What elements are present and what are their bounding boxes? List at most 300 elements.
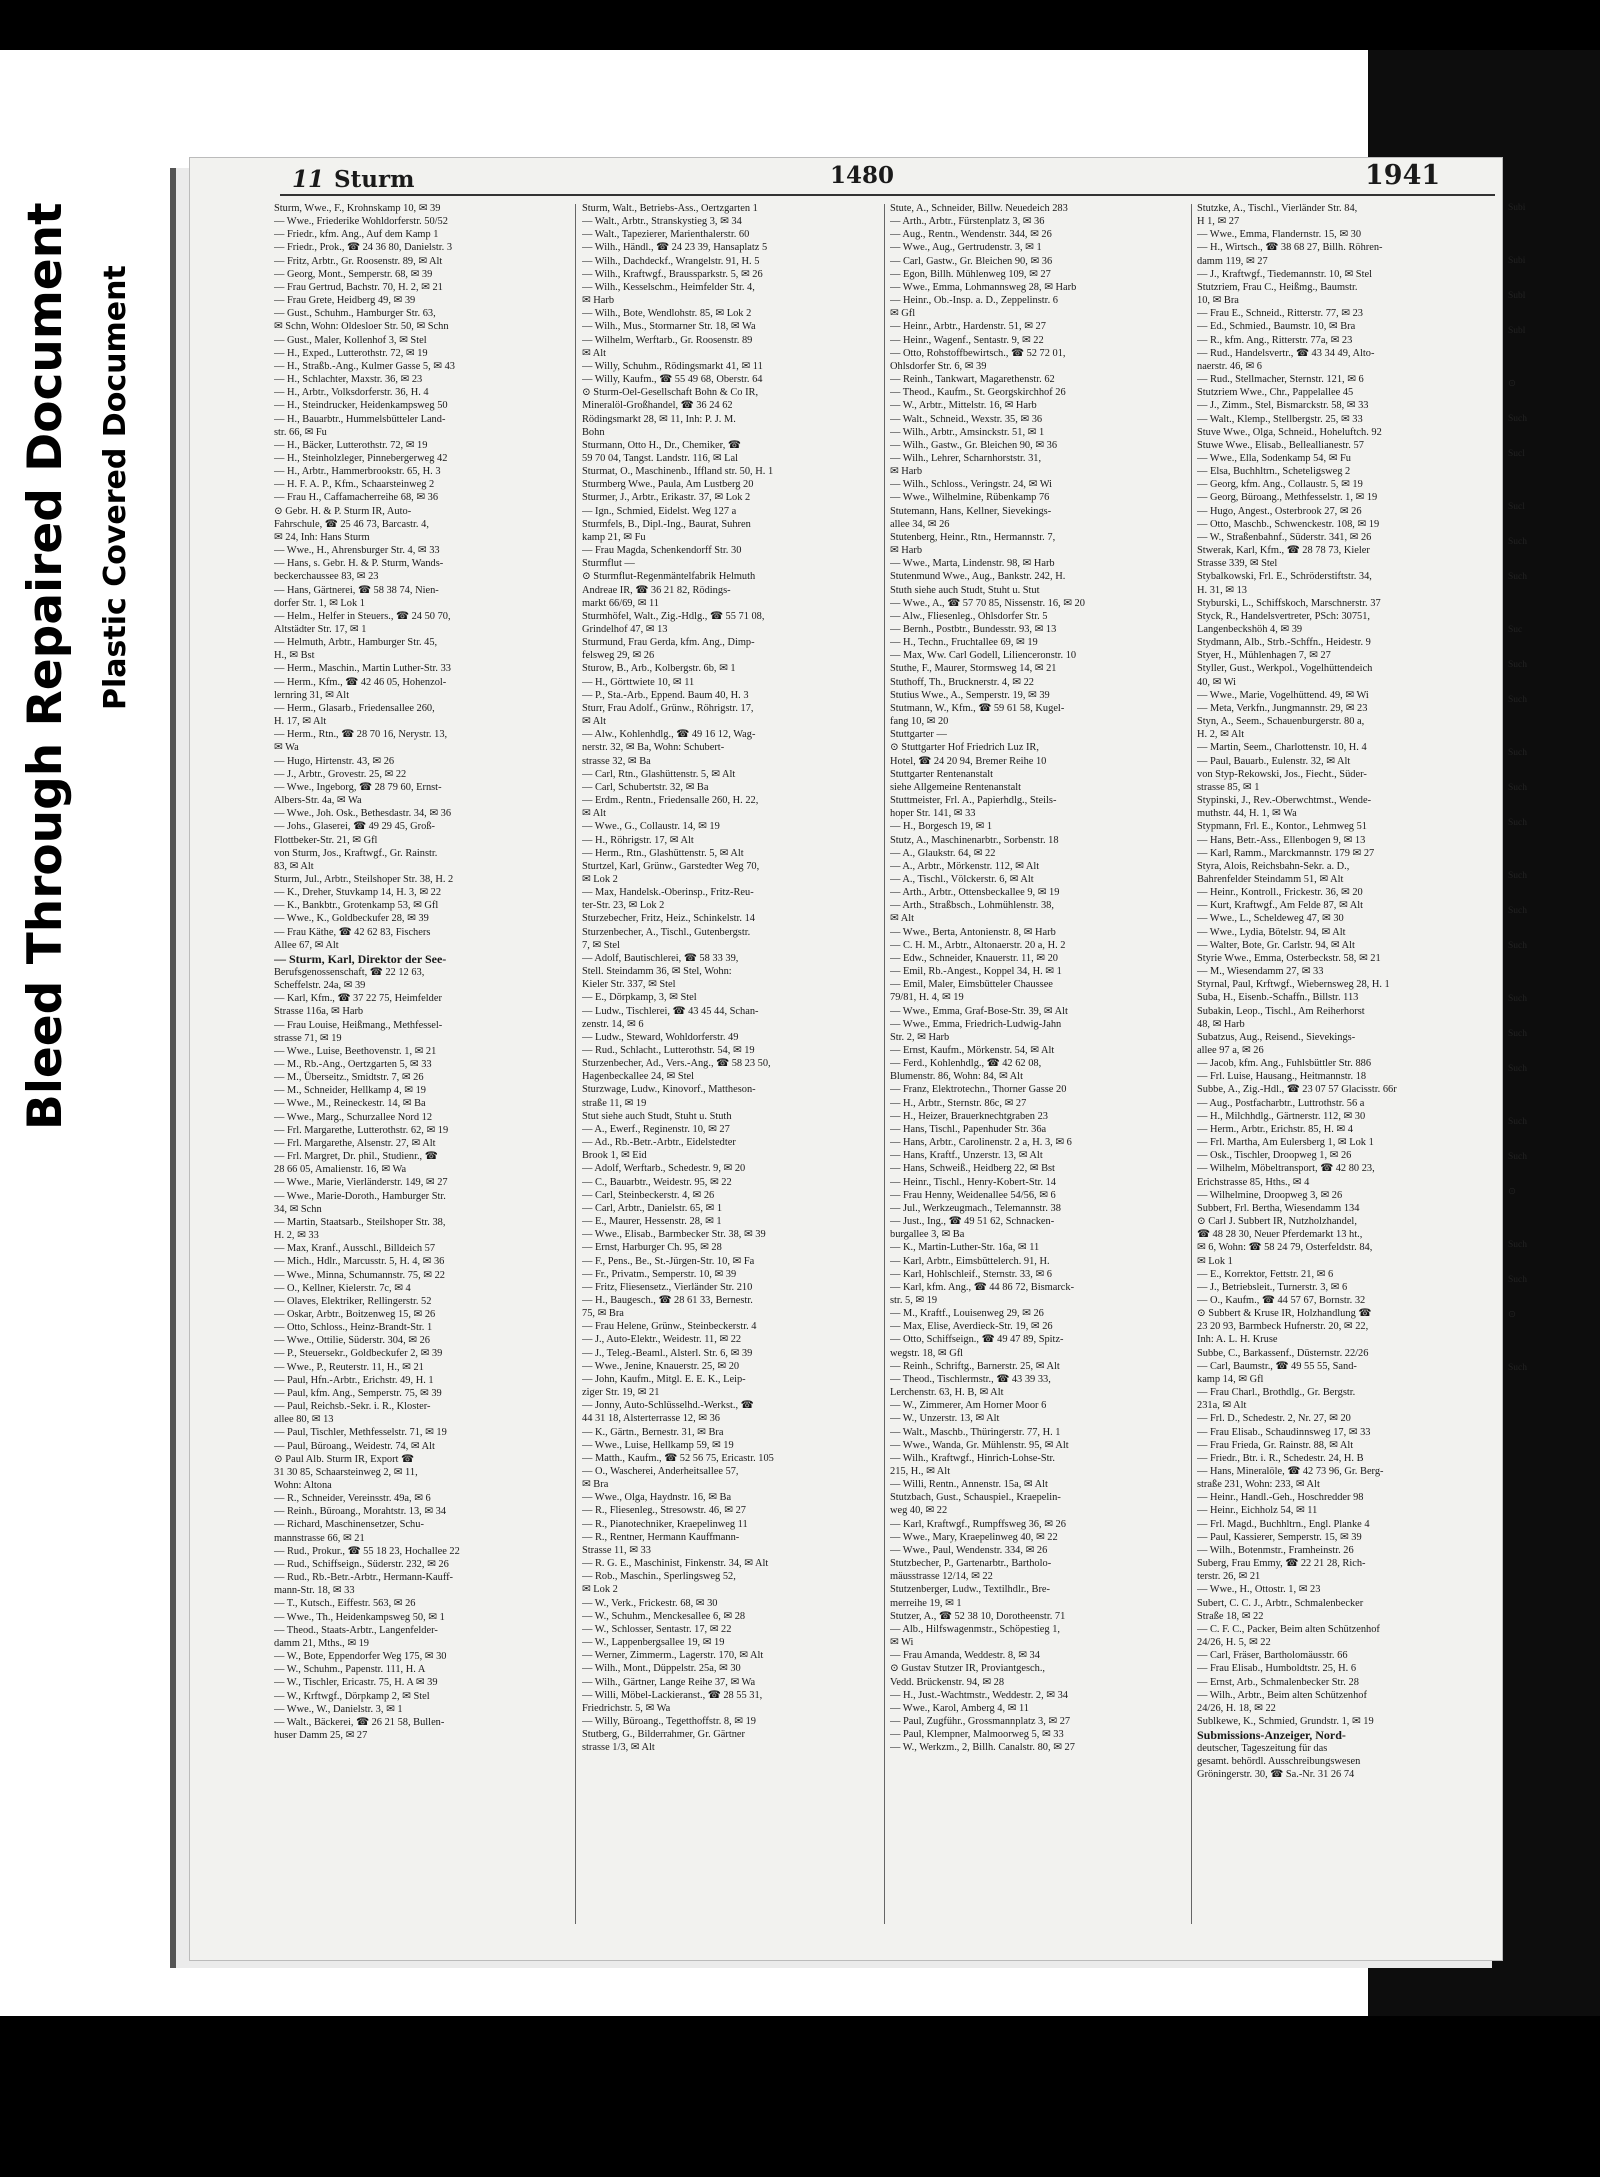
directory-entry: ✉ Harb: [890, 466, 923, 478]
directory-entry: — W., Tischler, Ericastr. 75, H. A ✉ 39: [274, 1677, 438, 1689]
directory-entry: Kieler Str. 337, ✉ Stel: [582, 979, 676, 991]
directory-entry: — J., Teleg.-Beaml., Alsterl. Str. 6, ✉ 39: [582, 1347, 753, 1359]
directory-entry: — Frau Elisab., Humboldtstr. 25, H. 6: [1197, 1663, 1357, 1675]
directory-entry: Sturm, Walt., Betriebs-Ass., Oertzgarten 1: [582, 203, 758, 214]
directory-entry: ✉ Wa: [274, 742, 299, 754]
directory-entry: Hagenbeckallee 24, ✉ Stel: [582, 1071, 694, 1083]
directory-entry: — Matth., Kaufm., ☎ 52 56 75, Ericastr. 105: [582, 1452, 774, 1464]
directory-entry: Straße 18, ✉ 22: [1197, 1610, 1264, 1622]
directory-entry: Stut siehe auch Studt, Stuht u. Stuth: [582, 1110, 732, 1122]
directory-entry: — Reinh., Büroang., Morahtstr. 13, ✉ 34: [274, 1506, 447, 1518]
directory-entry: ☎ 48 28 30, Neuer Pferdemarkt 13 ht.,: [1197, 1229, 1363, 1241]
directory-entry: Lerchenstr. 63, H. B, ✉ Alt: [890, 1387, 1004, 1399]
scan-top-border: [0, 0, 1600, 50]
directory-entry: — Wwe., Emma, Flandernstr. 15, ✉ 30: [1197, 229, 1362, 241]
directory-entry: damm 119, ✉ 27: [1197, 255, 1268, 267]
directory-entry: — Carl, Arbtr., Danielstr. 65, ✉ 1: [582, 1202, 723, 1214]
directory-entry: — Paul, Hfn.-Arbtr., Erichstr. 49, H. 1: [274, 1374, 434, 1386]
directory-entry: — Paul, Zugführ., Grossmannplatz 3, ✉ 27: [890, 1715, 1071, 1727]
directory-entry: ziger Str. 19, ✉ 21: [582, 1387, 660, 1399]
directory-entry: — Wilh., Kraftwgf., Hinrich-Lohse-Str.: [890, 1452, 1056, 1464]
directory-column-3: [890, 202, 1188, 1924]
header-rule: [280, 194, 1495, 196]
directory-entry: deutscher, Tageszeitung für das: [1197, 1743, 1328, 1755]
directory-entry: — Rud., Rb.-Betr.-Arbtr., Hermann-Kauff-: [274, 1572, 454, 1584]
directory-entry: Stydmann, Alb., Strb.-Schffn., Heidestr. 9: [1197, 637, 1371, 649]
directory-entry: — M., Schneider, Hellkamp 4, ✉ 19: [274, 1085, 427, 1097]
directory-entry: — Just., Ing., ☎ 49 51 62, Schnacken-: [890, 1216, 1055, 1228]
directory-entry: Stutz, A., Maschinenarbtr., Sorbenstr. 18: [890, 834, 1059, 846]
directory-entry: — Wwe., Lydia, Bötelstr. 94, ✉ Alt: [1197, 926, 1346, 938]
directory-entry: — Wwe., K., Goldbeckufer 28, ✉ 39: [274, 913, 429, 925]
directory-entry: merreihe 19, ✉ 1: [890, 1597, 962, 1609]
directory-entry: — Wwe., Ella, Sodenkamp 54, ✉ Fu: [1197, 452, 1351, 464]
directory-entry: — W., Schuhm., Papenstr. 111, H. A: [274, 1664, 426, 1676]
directory-entry: nerstr. 32, ✉ Ba, Wohn: Schubert-: [582, 742, 725, 754]
directory-entry: Stutemann, Hans, Kellner, Sievekings-: [890, 505, 1052, 517]
directory-entry: — Wwe., Marie, Vogelhüttend. 49, ✉ Wi: [1197, 689, 1369, 701]
directory-entry: Andreae IR, ☎ 36 21 82, Rödings-: [582, 584, 731, 596]
page-year: 1941: [1365, 160, 1441, 191]
directory-entry: — O., Kaufm., ☎ 44 57 67, Bornstr. 32: [1197, 1294, 1366, 1306]
directory-entry: kamp 21, ✉ Fu: [582, 531, 646, 543]
directory-entry: Stypmann, Frl. E., Kontor., Lehmweg 51: [1197, 821, 1367, 833]
directory-entry: Stutmann, W., Kfm., ☎ 59 61 58, Kugel-: [890, 702, 1065, 714]
directory-entry: Bohn: [582, 426, 605, 438]
directory-entry: — Reinh., Tankwart, Magarethenstr. 62: [890, 374, 1055, 386]
directory-entry: wegstr. 18, ✉ Gfl: [890, 1347, 964, 1359]
directory-entry: — R., Schneider, Vereinsstr. 49a, ✉ 6: [274, 1493, 431, 1505]
directory-entry: — Wilh., Bote, Wendlohstr. 85, ✉ Lok 2: [582, 308, 752, 320]
directory-entry: — F., Pens., Be., St.-Jürgen-Str. 10, ✉ Fa: [582, 1255, 755, 1267]
directory-entry: — Egon, Billh. Mühlenweg 109, ✉ 27: [890, 268, 1051, 280]
directory-entry: Sturmflut —: [582, 558, 635, 570]
directory-entry: — Frau Louise, Heißmang., Methfessel-: [274, 1019, 443, 1031]
directory-entry: — R., Fliesenleg., Stresowstr. 46, ✉ 27: [582, 1505, 746, 1517]
edge-fragment: Such: [1508, 695, 1527, 705]
directory-entry: — Wilh., Botenmstr., Framheinstr. 26: [1197, 1544, 1354, 1556]
directory-entry: — Hugo, Angest., Osterbrook 27, ✉ 26: [1197, 505, 1362, 517]
directory-column-4: [1197, 202, 1495, 1924]
directory-entry: — Heinr., Arbtr., Hardenstr. 51, ✉ 27: [890, 321, 1046, 333]
directory-column-1: [274, 202, 572, 1924]
edge-fragment: Such: [1508, 1240, 1527, 1250]
directory-entry: Stutenmund Wwe., Aug., Bankstr. 242, H.: [890, 571, 1066, 583]
directory-entry: — Arth., Arbtr., Fürstenplatz 3, ✉ 36: [890, 216, 1045, 228]
directory-entry: — Frl. D., Schedestr. 2, Nr. 27, ✉ 20: [1197, 1413, 1351, 1425]
directory-entry: ⊙ Paul Alb. Sturm IR, Export ☎: [274, 1453, 414, 1465]
directory-entry: — H. F. A. P., Kfm., Schaarsteinweg 2: [274, 479, 435, 491]
directory-entry: — H., Arbtr., Hammerbrookstr. 65, H. 3: [274, 466, 441, 478]
directory-entry: — Hans, Kraftf., Unzerstr. 13, ✉ Alt: [890, 1150, 1043, 1162]
edge-fragment: Subl: [1508, 291, 1526, 301]
scan-bottom-border: [0, 2016, 1600, 2177]
directory-entry: Sturzwage, Ludw., Kinovorf., Mattheson-: [582, 1084, 756, 1096]
directory-entry: — Wilh., Lehrer, Scharnhorststr. 31,: [890, 452, 1042, 464]
directory-entry: — Willy, Kaufm., ☎ 55 49 68, Oberstr. 64: [582, 374, 763, 386]
directory-entry: — Meta, Verkfn., Jungmannstr. 29, ✉ 23: [1197, 702, 1368, 714]
directory-entry: allee 80, ✉ 13: [274, 1414, 334, 1426]
directory-entry: — H., Exped., Lutterothstr. 72, ✉ 19: [274, 347, 428, 359]
directory-entry: Sturtzel, Karl, Grünw., Garstedter Weg 70,: [582, 860, 760, 872]
directory-entry: — Wilh., Arbtr., Beim alten Schützenhof: [1197, 1689, 1367, 1701]
directory-entry: — Arth., Arbtr., Ottensbeckallee 9, ✉ 19: [890, 887, 1060, 899]
directory-entry: — Frl. Luise, Hausang., Heitmannstr. 18: [1197, 1071, 1367, 1083]
directory-entry: — Wwe., Luise, Hellkamp 59, ✉ 19: [582, 1439, 734, 1451]
directory-entry: — W., Bote, Eppendorfer Weg 175, ✉ 30: [274, 1651, 447, 1663]
directory-entry: Submissions-Anzeiger, Nord-: [1197, 1728, 1346, 1743]
directory-entry: — W., Unzerstr. 13, ✉ Alt: [890, 1413, 1000, 1425]
directory-entry: — H., Techn., Fruchtallee 69, ✉ 19: [890, 637, 1038, 649]
directory-entry: str. 5, ✉ 19: [890, 1294, 938, 1306]
directory-entry: — A., Arbtr., Mörkenstr. 112, ✉ Alt: [890, 860, 1040, 872]
directory-entry: — Wwe., M., Reineckestr. 14, ✉ Ba: [274, 1098, 426, 1110]
directory-entry: — Ad., Rb.-Betr.-Arbtr., Eidelstedter: [582, 1137, 736, 1149]
directory-entry: — Frl. Magd., Buchhltrn., Engl. Planke 4: [1197, 1518, 1370, 1530]
directory-entry: — Hans, Betr.-Ass., Ellenbogen 9, ✉ 13: [1197, 834, 1366, 846]
directory-entry: Altstädter Str. 17, ✉ 1: [274, 624, 367, 635]
directory-entry: — Ernst, Kaufm., Mörkenstr. 54, ✉ Alt: [890, 1045, 1055, 1056]
edge-fragment: Suc: [1508, 625, 1523, 635]
directory-entry: beckerchaussee 83, ✉ 23: [274, 571, 379, 583]
directory-entry: — Karl, Ramm., Marckmannstr. 179 ✉ 27: [1197, 847, 1375, 859]
directory-entry: — Ludw., Tischlerei, ☎ 43 45 44, Schan-: [582, 1005, 759, 1017]
directory-entry: — Richard, Maschinensetzer, Schu-: [274, 1519, 424, 1531]
directory-entry: — Wwe., Paul, Wendenstr. 334, ✉ 26: [890, 1544, 1048, 1556]
directory-entry: Styck, R., Handelsvertreter, PSch: 30751,: [1197, 610, 1371, 622]
directory-entry: — H., Bauarbtr., Hummelsbütteler Land-: [274, 413, 446, 425]
directory-entry: — Walt., Arbtr., Stranskystieg 3, ✉ 34: [582, 216, 742, 228]
directory-entry: — Wwe., Jenine, Knauerstr. 25, ✉ 20: [582, 1360, 740, 1372]
directory-entry: — Oskar, Arbtr., Boitzenweg 15, ✉ 26: [274, 1308, 436, 1320]
directory-entry: — Paul, Bauarb., Eulenstr. 32, ✉ Alt: [1197, 755, 1351, 767]
directory-entry: strasse 85, ✉ 1: [1197, 781, 1260, 793]
directory-entry: — Bernh., Postbtr., Bundesstr. 93, ✉ 13: [890, 624, 1057, 635]
directory-entry: — Herm., Maschin., Martin Luther-Str. 33: [274, 663, 451, 675]
directory-entry: — Jacob, kfm. Ang., Fuhlsbüttler Str. 886: [1197, 1058, 1372, 1070]
directory-entry: — Carl, Rtn., Glashüttenstr. 5, ✉ Alt: [582, 768, 736, 780]
directory-entry: H., ✉ Bst: [274, 650, 315, 662]
directory-entry: — Wilh., Mus., Stormarner Str. 18, ✉ Wa: [582, 321, 756, 333]
directory-entry: ✉ Bra: [582, 1479, 609, 1491]
edge-fragment: Such: [1508, 941, 1527, 951]
directory-entry: — Otto, Rohstoffbewirtsch., ☎ 52 72 01,: [890, 347, 1066, 359]
directory-entry: ter-Str. 23, ✉ Lok 2: [582, 900, 665, 912]
directory-entry: Sturmhöfel, Walt., Zig.-Hdlg., ☎ 55 71 08,: [582, 610, 765, 622]
directory-entry: — Paul, Klempner, Malmoorweg 5, ✉ 33: [890, 1729, 1064, 1741]
directory-entry: — T., Kutsch., Eiffestr. 563, ✉ 26: [274, 1598, 416, 1610]
directory-entry: — Hans, Arbtr., Carolinenstr. 2 a, H. 3, ✉ 6: [890, 1137, 1072, 1149]
directory-entry: — Walt., Tapezierer, Marienthalerstr. 60: [582, 229, 750, 241]
directory-entry: — W., Zimmerer, Am Horner Moor 6: [890, 1400, 1047, 1412]
directory-entry: — Wwe., P., Reuterstr. 11, H., ✉ 21: [274, 1361, 424, 1373]
directory-entry: str. 66, ✉ Fu: [274, 426, 327, 438]
directory-entry: — J., Auto-Elektr., Weidestr. 11, ✉ 22: [582, 1334, 742, 1346]
edge-fragment: Such: [1508, 748, 1527, 758]
directory-entry: — Theod., Tischlermstr., ☎ 43 39 33,: [890, 1373, 1051, 1385]
directory-entry: Brook 1, ✉ Eid: [582, 1150, 647, 1162]
directory-entry: Stell. Steindamm 36, ✉ Stel, Wohn:: [582, 966, 732, 978]
column-divider: [884, 204, 885, 1924]
column-divider: [1191, 204, 1192, 1924]
directory-entry: burgallee 3, ✉ Ba: [890, 1229, 965, 1241]
directory-entry: Scheffelstr. 24a, ✉ 39: [274, 980, 366, 992]
directory-entry: — Frl. Margret, Dr. phil., Studienr., ☎: [274, 1151, 438, 1163]
directory-entry: — Georg, kfm. Ang., Collaustr. 5, ✉ 19: [1197, 479, 1363, 491]
directory-entry: — W., Lappenbergsallee 19, ✉ 19: [582, 1637, 725, 1649]
directory-entry: — H., Steinholzleger, Pinnebergerweg 42: [274, 452, 448, 464]
directory-entry: — Heinr., Handl.-Geh., Hoschredder 98: [1197, 1492, 1364, 1504]
directory-entry: — Frau Gertrud, Bachstr. 70, H. 2, ✉ 21: [274, 281, 443, 293]
directory-entry: Sturzebecher, Fritz, Heiz., Schinkelstr. 14: [582, 913, 756, 925]
directory-entry: weg 40, ✉ 22: [890, 1505, 948, 1517]
directory-entry: — Wwe., A., ☎ 57 70 85, Nissenstr. 16, ✉ 20: [890, 597, 1085, 609]
directory-entry: — Max, Elise, Averdieck-Str. 19, ✉ 26: [890, 1321, 1053, 1333]
edge-fragment: Such: [1508, 537, 1527, 547]
directory-entry: — Heinr., Eichholz 54, ✉ 11: [1197, 1505, 1318, 1517]
edge-fragment: Such: [1508, 1152, 1527, 1162]
plastic-covered-label: Plastic Covered Document: [98, 265, 133, 710]
directory-entry: — H., Röhrigstr. 17, ✉ Alt: [582, 834, 694, 846]
directory-entry: — Ed., Schmied., Baumstr. 10, ✉ Bra: [1197, 321, 1356, 333]
directory-entry: ✉ Schn, Wohn: Oldesloer Str. 50, ✉ Schn: [274, 321, 449, 333]
directory-entry: — Osk., Tischler, Droopweg 1, ✉ 26: [1197, 1150, 1352, 1162]
directory-entry: Stutzke, A., Tischl., Vierländer Str. 84,: [1197, 203, 1358, 214]
directory-entry: — Max, Kranf., Ausschl., Billdeich 57: [274, 1243, 436, 1255]
directory-entry: ✉ Harb: [582, 295, 615, 307]
directory-entry: — Olaves, Elektriker, Rellingerstr. 52: [274, 1295, 432, 1307]
directory-entry: 7, ✉ Stel: [582, 939, 620, 951]
directory-entry: Sturzenbecher, Ad., Vers.-Ang., ☎ 58 23 50,: [582, 1058, 771, 1070]
directory-entry: — Reinh., Schriftg., Barnerstr. 25, ✉ Alt: [890, 1360, 1060, 1372]
directory-entry: — Ign., Schmied, Eidelst. Weg 127 a: [582, 505, 737, 517]
directory-entry: Stuttmeister, Frl. A., Papierhdlg., Steils-: [890, 795, 1057, 807]
directory-entry: — O., Kellner, Kielerstr. 7c, ✉ 4: [274, 1282, 411, 1294]
directory-entry: Styller, Gust., Werkpol., Vogelhüttendeich: [1197, 663, 1373, 675]
directory-entry: — W., Verk., Frickestr. 68, ✉ 30: [582, 1597, 718, 1609]
directory-entry: — Friedr., Prok., ☎ 24 36 80, Danielstr. 3: [274, 242, 453, 254]
directory-entry: — H., Schlachter, Maxstr. 36, ✉ 23: [274, 374, 423, 386]
directory-entry: — Elsa, Buchhltrn., Scheteligsweg 2: [1197, 466, 1351, 478]
directory-entry: — Kurt, Kraftwgf., Am Felde 87, ✉ Alt: [1197, 900, 1363, 912]
directory-entry: Sturm, Wwe., F., Krohnskamp 10, ✉ 39: [274, 203, 441, 214]
directory-entry: 10, ✉ Bra: [1197, 295, 1239, 307]
directory-entry: — R., Rentner, Hermann Kauffmann-: [582, 1531, 740, 1543]
directory-entry: — Wilh., Kraftwgf., Braussparkstr. 5, ✉ 26: [582, 268, 763, 280]
directory-entry: — Heinr., Tischl., Henry-Kobert-Str. 14: [890, 1176, 1056, 1188]
edge-fragment: Such: [1508, 994, 1527, 1004]
directory-entry: 31 30 85, Schaarsteinweg 2, ✉ 11,: [274, 1466, 418, 1478]
directory-entry: — W., Arbtr., Mittelstr. 16, ✉ Harb: [890, 400, 1037, 412]
directory-entry: hoper Str. 141, ✉ 33: [890, 808, 976, 820]
directory-entry: ⊙ Gustav Stutzer IR, Proviantgesch.,: [890, 1663, 1046, 1675]
directory-entry: — Fr., Privatm., Semperstr. 10, ✉ 39: [582, 1268, 737, 1280]
directory-entry: Sturmer, J., Arbtr., Erikastr. 37, ✉ Lok 2: [582, 492, 751, 504]
directory-entry: ⊙ Subbert & Kruse IR, Holzhandlung ☎: [1197, 1308, 1372, 1320]
directory-entry: — Ernst, Harburger Ch. 95, ✉ 28: [582, 1242, 722, 1254]
directory-entry: — Wwe., L., Scheldeweg 47, ✉ 30: [1197, 913, 1344, 925]
edge-fragment: Such: [1508, 572, 1527, 582]
directory-entry: — Wwe., H., Ottostr. 1, ✉ 23: [1197, 1584, 1321, 1596]
directory-entry: — Otto, Maschb., Schwenckestr. 108, ✉ 19: [1197, 518, 1380, 530]
directory-entry: — H., Görttwiete 10, ✉ 11: [582, 676, 695, 688]
directory-entry: — O., Wascherei, Anderheitsallee 57,: [582, 1466, 739, 1477]
directory-entry: Subakin, Leop., Tischl., Am Reiherhorst: [1197, 1005, 1365, 1017]
directory-entry: — Frau Amanda, Weddestr. 8, ✉ 34: [890, 1650, 1040, 1662]
directory-entry: — Alw., Fliesenleg., Ohlsdorfer Str. 5: [890, 610, 1048, 622]
directory-entry: Hotel, ☎ 24 20 94, Bremer Reihe 10: [890, 755, 1047, 767]
directory-entry: H 1, ✉ 27: [1197, 216, 1240, 228]
directory-entry: 83, ✉ Alt: [274, 860, 314, 872]
directory-entry: — Wwe., Marta, Lindenstr. 98, ✉ Harb: [890, 558, 1055, 570]
directory-entry: Stute, A., Schneider, Billw. Neuedeich 283: [890, 203, 1068, 214]
directory-entry: — H., Heizer, Brauerknechtgraben 23: [890, 1110, 1048, 1122]
directory-entry: — Frl. Margarethe, Alsenstr. 27, ✉ Alt: [274, 1137, 436, 1149]
directory-entry: — Friedr., kfm. Ang., Auf dem Kamp 1: [274, 229, 439, 241]
directory-entry: ⊙ Stuttgarter Hof Friedrich Luz IR,: [890, 742, 1039, 754]
directory-entry: — Wwe., Marie, Vierländerstr. 149, ✉ 27: [274, 1177, 448, 1189]
directory-entry: — John, Kaufm., Mitgl. E. E. K., Leip-: [582, 1373, 746, 1385]
directory-entry: damm 21, Mths., ✉ 19: [274, 1637, 370, 1649]
directory-entry: — Wwe., G., Collaustr. 14, ✉ 19: [582, 821, 720, 833]
column-divider: [575, 204, 576, 1924]
directory-entry: strasse 1/3, ✉ Alt: [582, 1742, 655, 1754]
directory-entry: — Karl, Kfm., ☎ 37 22 75, Heimfelder: [274, 993, 442, 1005]
directory-entry: — Wwe., Wilhelmine, Rübenkamp 76: [890, 492, 1050, 504]
directory-entry: — Martin, Seem., Charlottenstr. 10, H. 4: [1197, 742, 1367, 754]
directory-entry: — Aug., Postfacharbtr., Luttrothstr. 56 a: [1197, 1097, 1365, 1109]
directory-entry: — Rud., Handelsvertr., ☎ 43 34 49, Alto-: [1197, 347, 1375, 359]
directory-entry: — Wwe., Olga, Haydnstr. 16, ✉ Ba: [582, 1492, 732, 1504]
directory-entry: Sturow, B., Arb., Kolbergstr. 6b, ✉ 1: [582, 663, 736, 675]
directory-entry: — Karl, Arbtr., Eimsbüttelerch. 91, H.: [890, 1255, 1050, 1267]
directory-entry: Subert, C. C. J., Arbtr., Schmalenbecker: [1197, 1597, 1364, 1609]
directory-entry: Langenbeckshöh 4, ✉ 39: [1197, 624, 1303, 635]
directory-entry: — Wwe., Ottilie, Süderstr. 304, ✉ 26: [274, 1335, 430, 1347]
directory-entry: — Walt., Maschb., Thüringerstr. 77, H. 1: [890, 1426, 1061, 1438]
directory-entry: straße 11, ✉ 19: [582, 1097, 647, 1109]
directory-entry: — H., Milchhdlg., Gärtnerstr. 112, ✉ 30: [1197, 1110, 1366, 1122]
directory-entry: Stutzriem Wwe., Chr., Pappelallee 45: [1197, 387, 1354, 399]
directory-entry: H. 17, ✉ Alt: [274, 716, 327, 728]
edge-fragment: Such: [1508, 906, 1527, 916]
directory-entry: terstr. 26, ✉ 21: [1197, 1571, 1261, 1583]
directory-entry: — Rud., Prokur., ☎ 55 18 23, Hochallee 22: [274, 1545, 460, 1557]
page-number: 1480: [830, 162, 895, 189]
directory-entry: — Wilh., Gastw., Gr. Bleichen 90, ✉ 36: [890, 439, 1058, 451]
directory-entry: kamp 14, ✉ Gfl: [1197, 1373, 1264, 1385]
directory-entry: — Alb., Hilfswagenmstr., Schöpestieg 1,: [890, 1623, 1060, 1635]
directory-entry: Stuth siehe auch Studt, Stuht u. Stut: [890, 584, 1040, 596]
directory-entry: — Hans, Schweiß., Heidberg 22, ✉ Bst: [890, 1163, 1055, 1175]
directory-entry: ✉ 6, Wohn: ☎ 58 24 79, Osterfeldstr. 84,: [1197, 1242, 1373, 1254]
directory-entry: — Willi, Rentn., Annenstr. 15a, ✉ Alt: [890, 1479, 1048, 1491]
directory-entry: — R. G. E., Maschinist, Finkenstr. 34, ✉ Alt: [582, 1558, 769, 1570]
directory-entry: — Georg, Mont., Semperstr. 68, ✉ 39: [274, 268, 433, 280]
edge-fragment: Subl: [1508, 326, 1526, 336]
directory-entry: mäusstrasse 12/14, ✉ 22: [890, 1571, 993, 1583]
bleed-through-label: Bleed Through Repaired Document: [18, 202, 73, 1130]
edge-fragment: Subi: [1508, 256, 1526, 266]
directory-entry: — K., Gärtn., Bernestr. 31, ✉ Bra: [582, 1426, 724, 1438]
directory-entry: — Wwe., Aug., Gertrudenstr. 3, ✉ 1: [890, 242, 1042, 254]
directory-entry: — W., Krftwgf., Dörpkamp 2, ✉ Stel: [274, 1690, 430, 1702]
edge-fragment: Such: [1508, 783, 1527, 793]
directory-entry: Styra, Alois, Reichsbahn-Sekr. a. D.,: [1197, 860, 1350, 872]
directory-entry: — Heinr., Wagenf., Sentastr. 9, ✉ 22: [890, 334, 1044, 346]
directory-entry: — H., Bäcker, Lutterothstr. 72, ✉ 19: [274, 439, 428, 451]
directory-entry: Stuwe Wwe., Elisab., Belleallianestr. 57: [1197, 439, 1364, 451]
directory-entry: — Willy, Büroang., Tegetthoffstr. 8, ✉ 19: [582, 1715, 756, 1727]
directory-entry: — Adolf, Werftarb., Schedestr. 9, ✉ 20: [582, 1163, 746, 1175]
directory-entry: — Frl. Martha, Am Eulersberg 1, ✉ Lok 1: [1197, 1137, 1374, 1149]
directory-entry: — H., Straßb.-Ang., Kulmer Gasse 5, ✉ 43: [274, 360, 455, 372]
header-running-title: Sturm: [334, 166, 415, 193]
directory-entry: — Rud., Schiffseign., Süderstr. 232, ✉ 26: [274, 1558, 449, 1570]
directory-entry: Fahrschule, ☎ 25 46 73, Barcastr. 4,: [274, 518, 429, 530]
directory-entry: — Wwe., Emma, Graf-Bose-Str. 39, ✉ Alt: [890, 1005, 1068, 1017]
directory-entry: — Rud., Schlacht., Lutterothstr. 54, ✉ 19: [582, 1045, 755, 1056]
directory-entry: — Karl, Kraftwgf., Rumpffsweg 36, ✉ 26: [890, 1518, 1066, 1530]
directory-entry: Ohlsdorfer Str. 6, ✉ 39: [890, 360, 987, 372]
directory-entry: — Fritz, Arbtr., Gr. Roosenstr. 89, ✉ Alt: [274, 255, 443, 267]
directory-entry: — Gust., Maler, Kollenhof 3, ✉ Stel: [274, 334, 427, 346]
edge-fragment: ⊙: [1508, 379, 1516, 389]
directory-entry: — Paul, kfm. Ang., Semperstr. 75, ✉ 39: [274, 1387, 442, 1399]
directory-entry: Stuttgarter Rentenanstalt: [890, 768, 994, 780]
directory-entry: Stutzriem, Frau C., Heißmg., Baumstr.: [1197, 281, 1358, 293]
directory-entry: — Wwe., Emma, Friedrich-Ludwig-Jahn: [890, 1018, 1062, 1030]
directory-entry: — Frau Grete, Heidberg 49, ✉ 39: [274, 295, 416, 307]
directory-entry: — Paul, Reichsb.-Sekr. i. R., Kloster-: [274, 1401, 431, 1413]
directory-entry: mannstrasse 66, ✉ 21: [274, 1532, 365, 1544]
directory-entry: 231a, ✉ Alt: [1197, 1400, 1247, 1412]
directory-entry: — Johs., Glaserei, ☎ 49 29 45, Groß-: [274, 821, 435, 833]
directory-entry: Berufsgenossenschaft, ☎ 22 12 63,: [274, 966, 425, 978]
directory-entry: — Wwe., H., Ahrensburger Str. 4, ✉ 33: [274, 545, 440, 557]
directory-entry: ✉ Lok 2: [582, 873, 618, 885]
directory-entry: Rödingsmarkt 28, ✉ 11, Inh: P. J. M.: [582, 413, 736, 425]
directory-entry: — W., Schlosser, Sentastr. 17, ✉ 22: [582, 1623, 732, 1635]
directory-entry: Inh: A. L. H. Kruse: [1197, 1334, 1278, 1346]
directory-entry: — Georg, Büroang., Methfesselstr. 1, ✉ 19: [1197, 492, 1378, 504]
directory-entry: — K., Bankbtr., Grotenkamp 53, ✉ Gfl: [274, 900, 439, 912]
directory-entry: ⊙ Gebr. H. & P. Sturm IR, Auto-: [274, 505, 412, 517]
directory-entry: 28 66 05, Amalienstr. 16, ✉ Wa: [274, 1164, 407, 1176]
directory-entry: von Sturm, Jos., Kraftwgf., Gr. Rainstr.: [274, 847, 438, 859]
directory-entry: Stuttgarter —: [890, 729, 947, 741]
directory-entry: Grindelhof 47, ✉ 13: [582, 624, 668, 635]
directory-entry: Sturmund, Frau Gerda, kfm. Ang., Dimp-: [582, 637, 755, 649]
directory-entry: — Wwe., Th., Heidenkampsweg 50, ✉ 1: [274, 1611, 445, 1623]
directory-entry: ✉ Gfl: [890, 308, 916, 320]
directory-entry: lernring 31, ✉ Alt: [274, 689, 350, 701]
directory-entry: Styrnal, Paul, Krftwgf., Wiebernsweg 28, H. 1: [1197, 979, 1390, 991]
directory-entry: markt 66/69, ✉ 11: [582, 597, 660, 609]
directory-entry: — Adolf, Bautischlerei, ☎ 58 33 39,: [582, 952, 739, 964]
edge-fragment: Such: [1508, 1275, 1527, 1285]
directory-entry: — Carl, Gastw., Gr. Bleichen 90, ✉ 36: [890, 255, 1053, 267]
edge-fragment: Such: [1508, 1117, 1527, 1127]
directory-entry: Stutius Wwe., A., Semperstr. 19, ✉ 39: [890, 689, 1050, 701]
directory-entry: — E., Korrektor, Fettstr. 21, ✉ 6: [1197, 1268, 1334, 1280]
directory-entry: — Carl, Baumstr., ☎ 49 55 55, Sand-: [1197, 1360, 1357, 1372]
directory-entry: zenstr. 14, ✉ 6: [582, 1018, 644, 1030]
directory-entry: — Herm., Arbtr., Erichstr. 85, H. ✉ 4: [1197, 1123, 1353, 1135]
directory-entry: — Walter, Bote, Gr. Carlstr. 94, ✉ Alt: [1197, 939, 1355, 951]
directory-entry: — M., Rb.-Ang., Oertzgarten 5, ✉ 33: [274, 1059, 432, 1070]
directory-entry: — A., Glaukstr. 64, ✉ 22: [890, 847, 996, 859]
